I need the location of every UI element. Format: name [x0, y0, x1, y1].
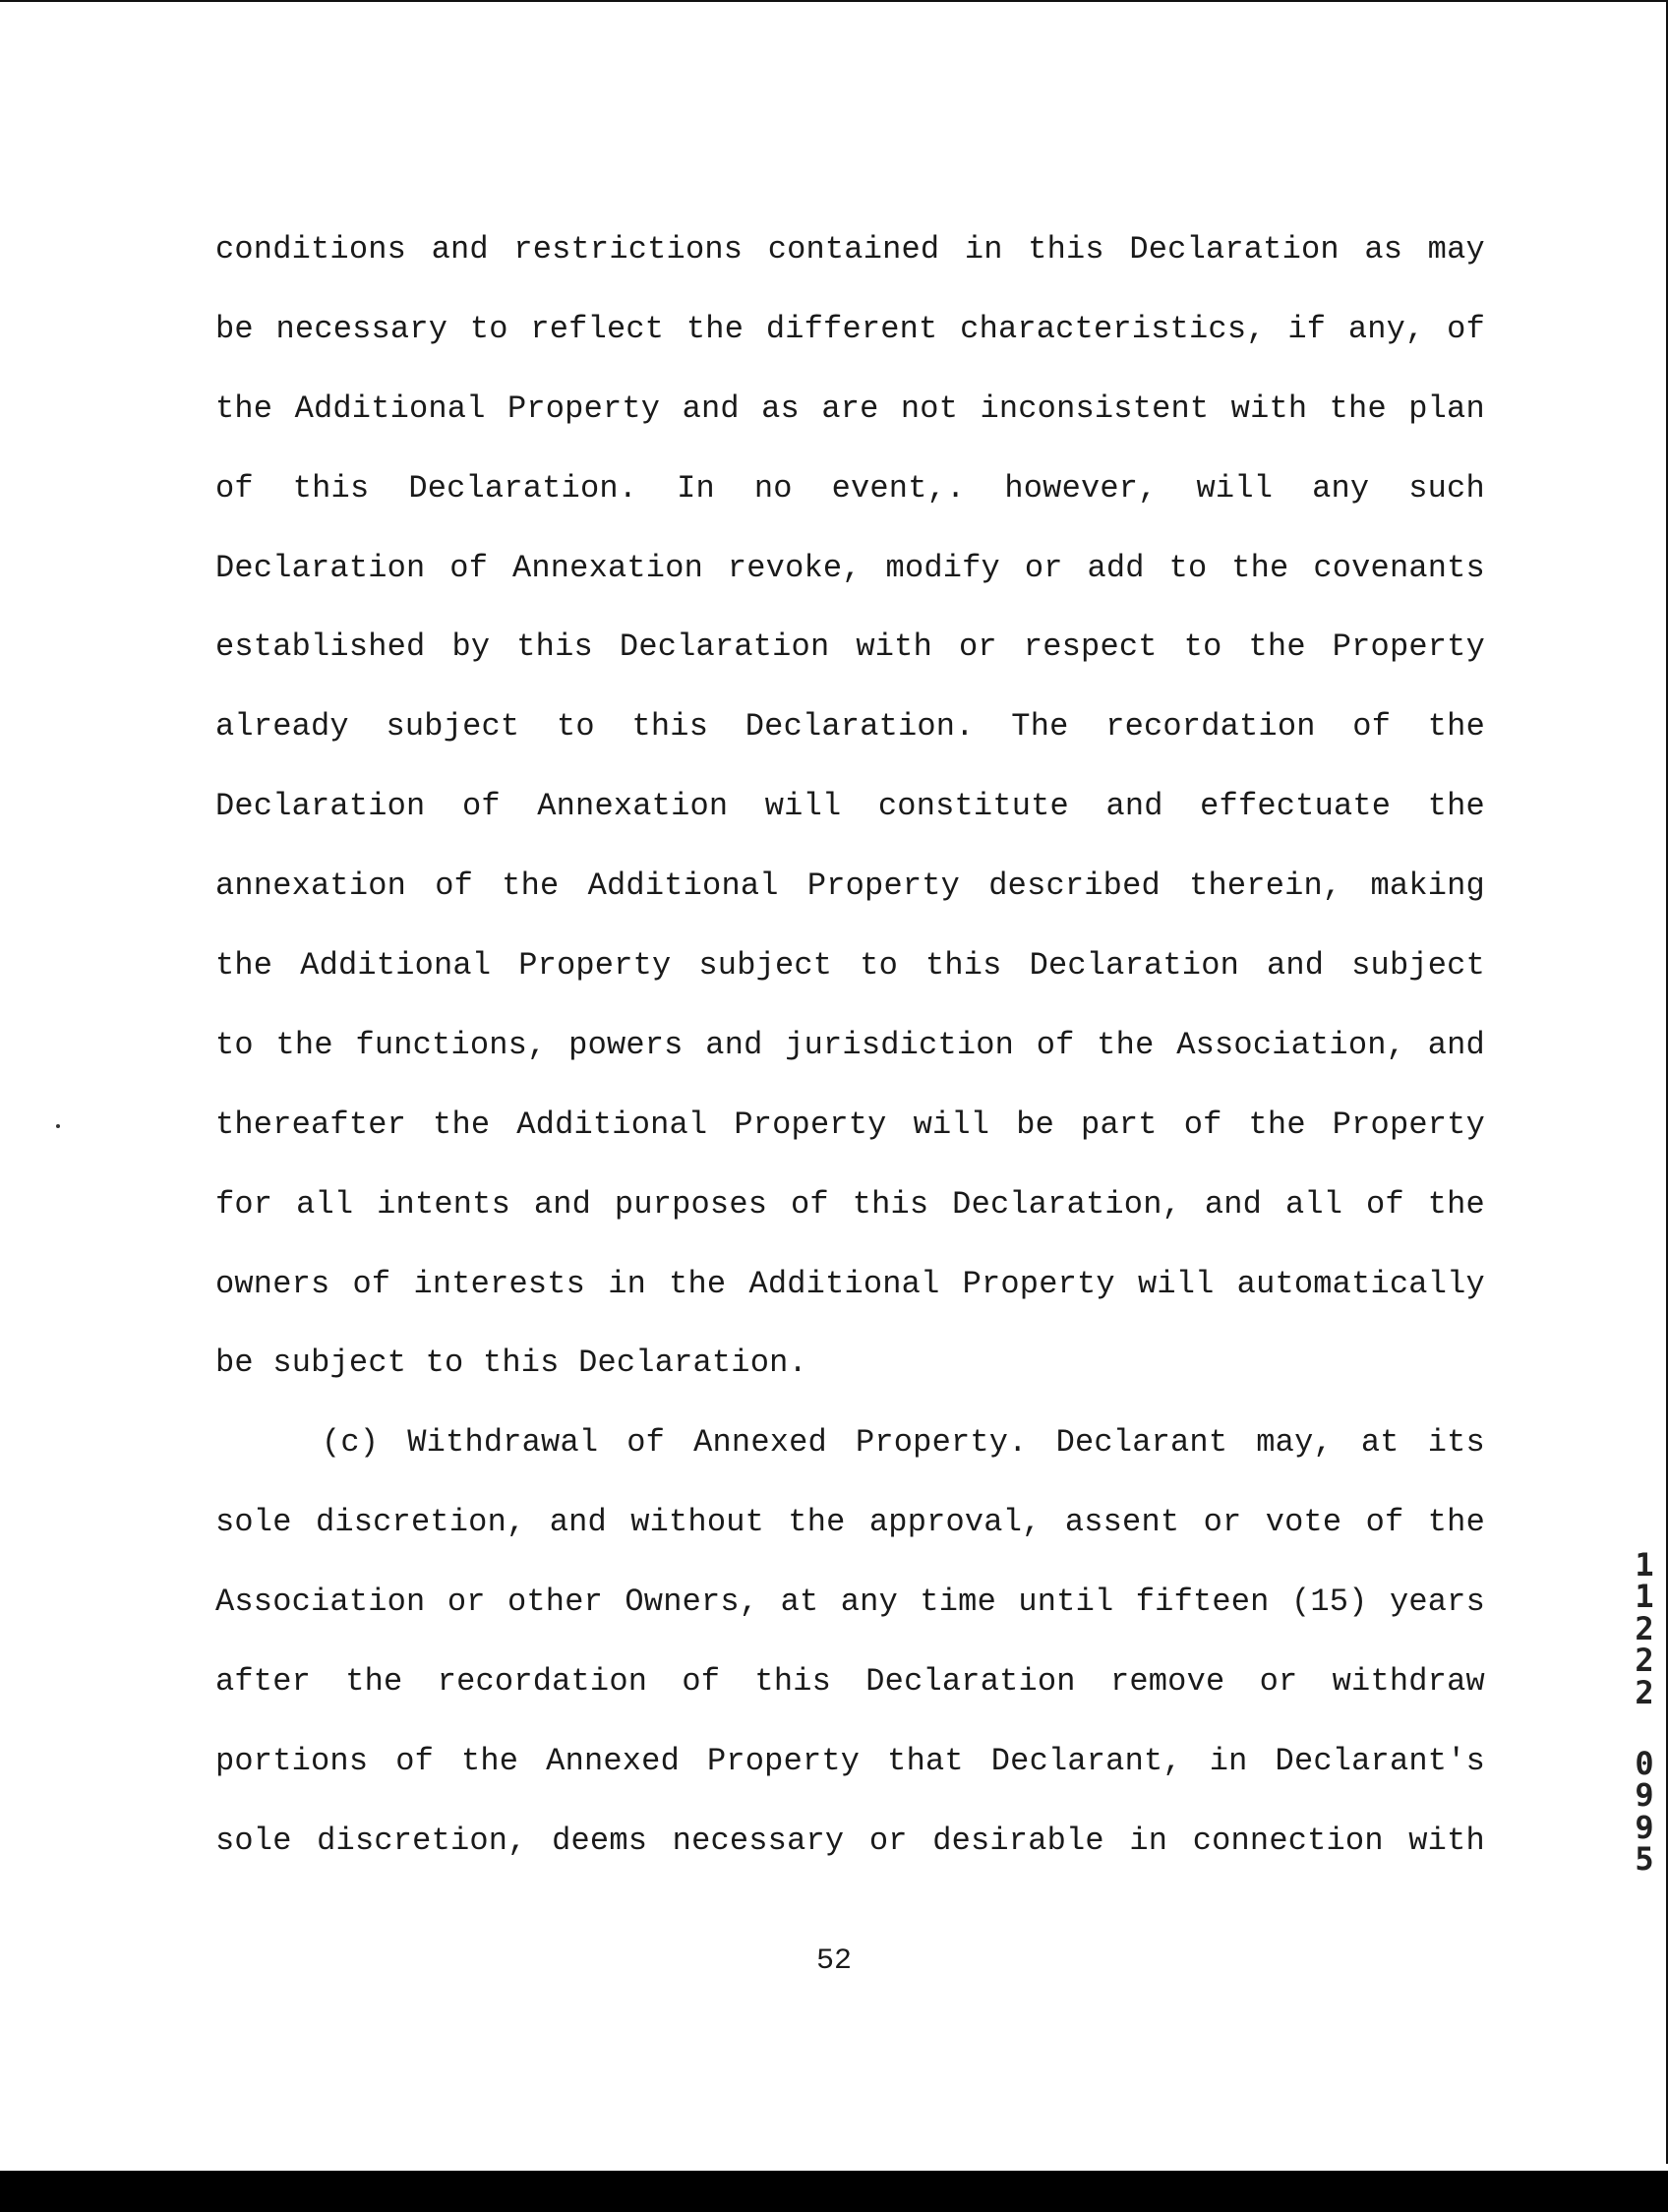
text-line: for all intents and purposes of this Declaration, and all of the — [215, 1185, 1485, 1223]
text-line: Declaration of Annexation will constitute and effectuate the — [215, 788, 1485, 825]
text-line: Association or other Owners, at any time until fifteen (15) years — [215, 1584, 1485, 1621]
text-line-paragraph-end: be subject to this Declaration. — [215, 1345, 807, 1382]
text-line: established by this Declaration with or respect to the Property — [215, 628, 1485, 666]
stamp-digit: 1 — [1635, 1578, 1654, 1616]
stamp-digit: 9 — [1635, 1808, 1654, 1846]
text-line: be necessary to reflect the different characteristics, if any, of — [215, 310, 1485, 347]
text-line: owners of interests in the Additional Property will automatically — [215, 1265, 1485, 1302]
stamp-digit: 2 — [1635, 1642, 1654, 1680]
stamp-digit: 1 — [1635, 1546, 1654, 1584]
stamp-digit: 5 — [1635, 1840, 1654, 1879]
stamp-digit: 9 — [1635, 1776, 1654, 1815]
text-line: conditions and restrictions contained in this Declaration as may — [215, 231, 1485, 268]
text-line: annexation of the Additional Property described therein, making — [215, 867, 1485, 905]
page-number: 52 — [815, 1944, 852, 1978]
scan-speck — [56, 1124, 60, 1128]
text-line: to the functions, powers and jurisdiction of the Association, and — [215, 1026, 1485, 1063]
text-line: after the recordation of this Declaration remove or withdraw — [215, 1663, 1485, 1701]
stamp-digit: 2 — [1635, 1609, 1654, 1647]
stamp-digit: 2 — [1635, 1673, 1654, 1711]
document-body — [215, 224, 1485, 1895]
text-line: portions of the Annexed Property that Declarant, in Declarant's — [215, 1742, 1485, 1779]
scan-edge-top — [0, 0, 1668, 2]
scan-edge-bottom — [0, 2171, 1668, 2212]
text-line: the Additional Property subject to this Declaration and subject — [215, 947, 1485, 985]
text-line: Declaration of Annexation revoke, modify or add to the covenants — [215, 549, 1485, 586]
side-document-stamp — [1625, 1546, 1664, 1879]
stamp-digit: 0 — [1635, 1745, 1654, 1783]
text-line: sole discretion, and without the approval, assent or vote of the — [215, 1504, 1485, 1541]
text-line: already subject to this Declaration. The recordation of the — [215, 708, 1485, 746]
text-line: of this Declaration. In no event,. however, will any such — [215, 469, 1485, 507]
text-line: the Additional Property and as are not inconsistent with the plan — [215, 389, 1485, 427]
text-line: thereafter the Additional Property will be part of the Property — [215, 1106, 1485, 1143]
text-line-subsection-heading: (c) Withdrawal of Annexed Property. Declarant may, at its — [322, 1424, 1485, 1462]
text-line: sole discretion, deems necessary or desirable in connection with — [215, 1822, 1485, 1859]
